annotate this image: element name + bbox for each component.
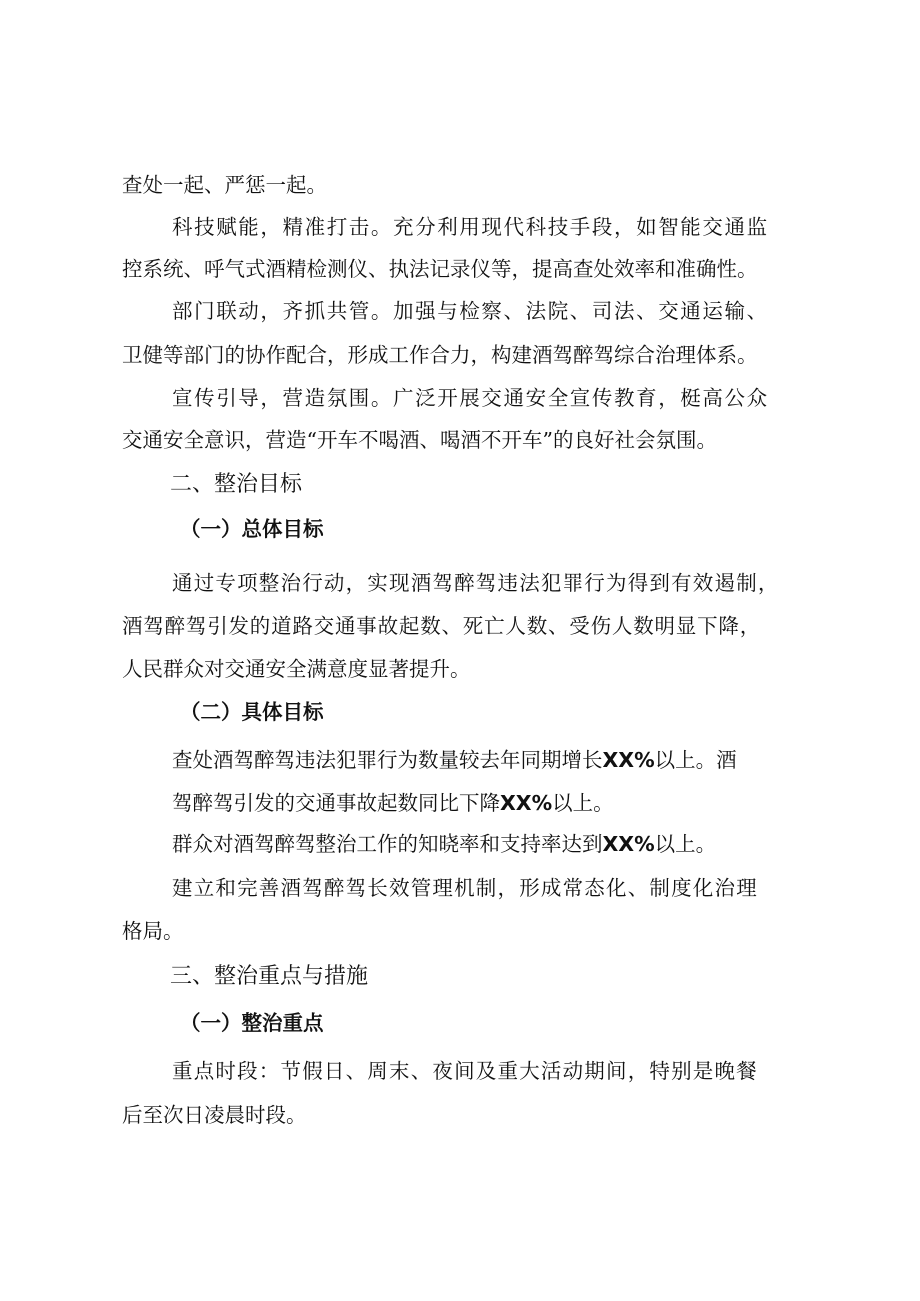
paragraph-line: 格局。: [122, 919, 184, 943]
target-text: 以上。: [654, 832, 717, 856]
paragraph-line: 宣传引导，营造氛围。广泛开展交通安全宣传教育，梃高公众: [172, 386, 769, 410]
subsection-heading: （一）整治重点: [180, 1011, 324, 1035]
paragraph-line: 控系统、呼气式酒精检测仪、执法记录仪等，提高查处效率和准确性。: [122, 257, 758, 281]
target-line: [0, 745, 920, 775]
target-value: XX%: [602, 832, 655, 856]
target-line: [0, 788, 920, 818]
target-text: 查处酒驾醉驾违法犯罪行为数量较去年同期增长: [172, 748, 603, 772]
paragraph-line: 卫健等部门的协作配合，形成工作合力，构建酒驾醉驾综合治理体系。: [122, 343, 758, 367]
subsection-heading: （二）具体目标: [180, 700, 324, 724]
target-line: [0, 829, 920, 859]
section-heading: 三、整治重点与措施: [170, 964, 369, 989]
paragraph-line: 交通安全意识，营造“开车不喝酒、喝酒不开车”的良好社会氛围。: [122, 428, 717, 452]
target-value: XX%: [602, 748, 655, 772]
paragraph-line: 建立和完善酒驾醉驾长效管理机制，形成常态化、制度化治理: [172, 876, 758, 900]
target-text: 驾醉驾引发的交通事故起数同比下降: [172, 791, 500, 815]
paragraph-line: 部门联动，齐抓共管。加强与检察、法院、司法、交通运输、: [172, 299, 769, 323]
target-text: 以上。: [552, 791, 614, 815]
paragraph-line: 科技赋能，精准打击。充分利用现代科技手段，如智能交通监: [172, 215, 769, 239]
paragraph-line: 通过专项整治行动，实现酒驾醉驾违法犯罪行为得到有效遏制，: [172, 571, 780, 595]
paragraph-line: 后至次日凌晨时段。: [122, 1103, 307, 1127]
paragraph-line: 人民群众对交通安全满意度显著提升。: [122, 657, 471, 681]
target-value: XX%: [500, 791, 553, 815]
paragraph-line: 查处一起、严惩一起。: [122, 173, 327, 197]
target-text: 群众对酒驾醉驾整治工作的知晓率和支持率达到: [172, 832, 603, 856]
subsection-heading: （一）总体目标: [180, 517, 324, 541]
section-heading: 二、整治目标: [170, 472, 303, 497]
paragraph-line: 重点时段：节假日、周末、夜间及重大活动期间，特别是晚餐: [172, 1059, 758, 1083]
paragraph-line: 酒驾醉驾引发的道路交通事故起数、死亡人数、受伤人数明显下降，: [122, 614, 761, 638]
target-text: 以上。酒: [654, 748, 737, 772]
